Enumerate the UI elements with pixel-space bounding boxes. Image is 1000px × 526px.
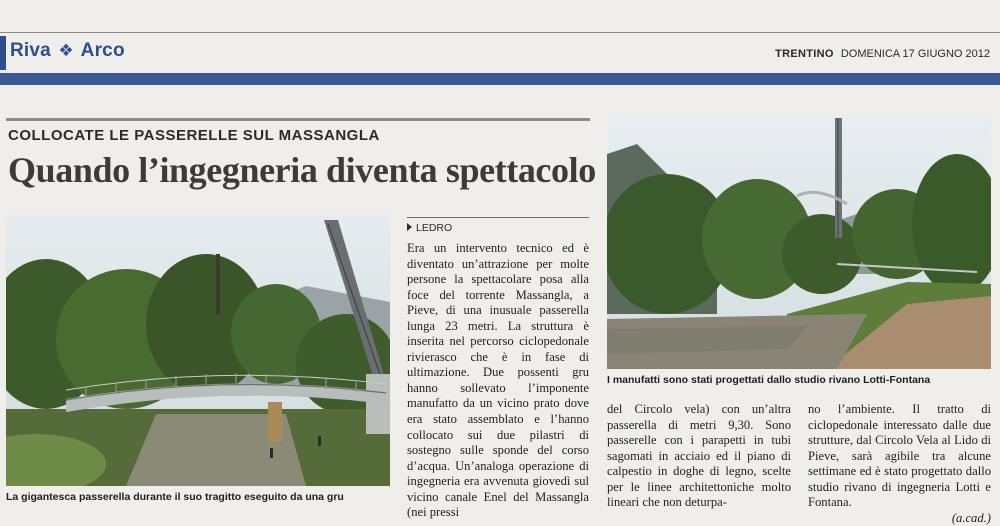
column-3-text: no l’ambiente. Il tratto di ciclopedonale interessato dalle due strutture, dal Circolo Vela al Lido di Pieve, sarà agibile tra alcune settimane ed è stato progettato dallo studio rivano di ingegneria Lotti e Fontana.	[808, 402, 991, 510]
dateline	[407, 222, 452, 234]
issue-date: DOMENICA 17 GIUGNO 2012	[840, 48, 990, 60]
dateline-text: LEDRO	[416, 222, 453, 234]
article-column-2	[607, 402, 791, 511]
photo-bridge-crane	[6, 214, 390, 486]
masthead	[775, 48, 990, 60]
byline: (a.cad.)	[951, 510, 991, 525]
column-1-text: Era un intervento tecnico ed è diventato un’attrazione per molte persone la spettacolare posa alla foce del torrente Massangla, a Pieve, di una inusuale passerella lunga 23 metri. La struttura è inserita nel percorso ciclopedonale rivierasco che è in fase di ultimazione. Due possenti gru hanno sollevato l’imponente manufatto da un vicino prato dove era stato assemblato e l’hanno collocato sui due pilastri di sostegno sulle sponde del corso d’acqua. Un’analoga operazione di ingegneria era avvenuta giovedì sul vicino canale Enel del Massangla (nei pressi	[407, 241, 589, 520]
newspaper-name: TRENTINO	[775, 48, 834, 60]
section-marker	[0, 36, 6, 70]
article-column-3	[808, 402, 991, 526]
photo-bridge-installed	[607, 114, 991, 369]
right-photo-caption: I manufatti sono stati progettati dallo studio rivano Lotti-Fontana	[607, 374, 931, 386]
header-band	[0, 73, 1000, 85]
triangle-bullet-icon	[407, 223, 412, 231]
column-2-text: del Circolo vela) con un’altra passerella di metri 9,30. Sono passerelle con i parapetti in tubi sagomati in acciaio ed il piano di calpestio in doghe di legno, scelte per le linee architettoniche molto lineari che non deturpa-	[607, 402, 791, 510]
article-headline: Quando l’ingegneria diventa spettacolo	[8, 150, 596, 190]
article-kicker: COLLOCATE LE PASSERELLE SUL MASSANGLA	[8, 127, 380, 144]
diamond-separator-icon: ❖	[58, 41, 74, 60]
section-left: Riva	[10, 40, 51, 61]
article-column-1	[407, 241, 589, 521]
kicker-rule	[6, 118, 590, 121]
left-photo-caption: La gigantesca passerella durante il suo tragitto eseguito da una gru	[6, 491, 344, 503]
top-rule	[0, 32, 1000, 33]
section-right: Arco	[80, 40, 125, 61]
dateline-rule	[407, 217, 589, 218]
section-title	[10, 40, 125, 62]
